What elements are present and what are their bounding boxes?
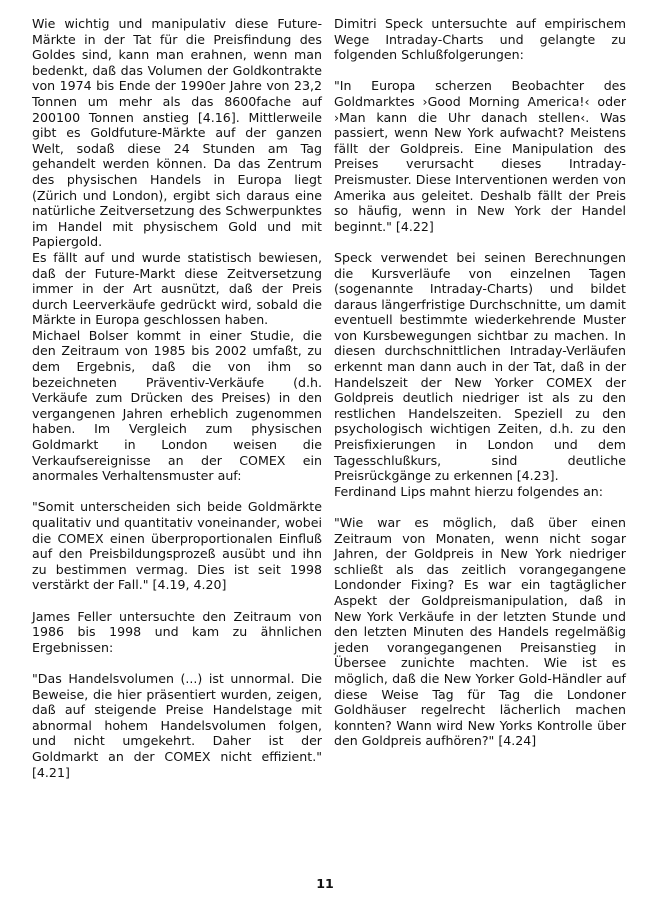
page-number: 11 <box>316 876 334 891</box>
paragraph: Speck verwendet bei seinen Berechnungen die Kursverläufe von einzelnen Tagen (sogenannte Intraday-Charts) und bildet daraus längerfristige Durchschnitte, um damit eventuell bestimmte wiederkehrende Muster von Kursbewegungen sichtbar zu machen. In diesen durchschnittlichen Intraday-Verläufen erkennt man dann auch in der Tat, daß in der Handelszeit der New Yorker COMEX der Goldpreis deutlich niedriger ist als zu den restlichen Handelszeiten. Speziell zu den psychologisch wichtigen Zeiten, d.h. zu den Preisfixierungen in London und dem Tagesschlußkurs, sind deutliche Preisrückgänge zu erkennen [4.23]. <box>334 249 626 484</box>
paragraph: Ferdinand Lips mahnt hierzu folgendes an: <box>334 483 604 499</box>
quote-paragraph: "In Europa scherzen Beobachter des Goldmarktes ›Good Morning America!‹ oder ›Man kann die Uhr danach stellen‹. Was passiert, wenn New York aufwacht? Meistens fällt der Goldpreis. Eine Manipulation des Preises verursacht dieses Intraday-Preismuster. Diese Interventionen werden von Amerika aus geleitet. Deshalb fällt der Preis so häufig, wenn in New York der Handel beginnt." [4.22] <box>334 78 626 234</box>
left-column <box>32 16 322 780</box>
paragraph: Wie wichtig und manipulativ diese Future-Märkte in der Tat für die Preisfindung des Goldes sind, kann man erahnen, wenn man bedenkt, daß das Volumen der Goldkontrakte von 1974 bis Ende der 1990er Jahre von 23,2 Tonnen um mehr als das 8600fache auf 200100 Tonnen anstieg [4.16]. Mittlerweile gibt es Goldfuture-Märkte auf der ganzen Welt, sodaß diese 24 Stunden am Tag gehandelt werden können. Da das Zentrum des physischen Handels in Europa liegt (Zürich und London), ergibt sich daraus eine natürliche Zeitversetzung des Schwerpunktes im Handel mit physischem Gold und mit Papiergold. <box>32 16 322 250</box>
paragraph: Michael Bolser kommt in einer Studie, die den Zeitraum von 1985 bis 2002 umfaßt, zu dem Ergebnis, daß die von ihm so bezeichneten Präventiv-Verkäufe (d.h. Verkäufe zum Drücken des Preises) in den vergangenen Jahren erheblich zugenommen haben. Im Vergleich zum physischen Goldmarkt in London weisen die Verkaufsereignisse an der COMEX ein anormales Verhaltensmuster auf: <box>32 327 322 484</box>
paragraph: Dimitri Speck untersuchte auf empirischem Wege Intraday-Charts und gelangte zu folgenden Schlußfolgerungen: <box>334 16 626 63</box>
paragraph: James Feller untersuchte den Zeitraum von 1986 bis 1998 und kam zu ähnlichen Ergebnissen: <box>32 608 322 655</box>
quote-paragraph: "Wie war es möglich, daß über einen Zeitraum von Monaten, wenn nicht sogar Jahren, der Goldpreis in New York niedriger schließt als das zeitlich vorangegangene Londonder Fixing? Es war ein tagtäglicher Aspekt der Goldpreismanipulation, daß in New York Verkäufe in der letzten Stunde und den letzten Minuten des Handels regelmäßig jeden vorangegangenen Preisanstieg in Übersee zunichte machten. Wie ist es möglich, daß die New Yorker Gold-Händler auf diese Weise Tag für Tag die Londoner Goldhäuser regelrecht lächerlich machen konnten? Wann wird New Yorks Kontrolle über den Goldpreis aufhören?" [4.24] <box>334 515 626 749</box>
quote-paragraph: "Somit unterscheiden sich beide Goldmärkte qualitativ und quantitativ voneinander, wobei die COMEX einen überproportionalen Einfluß auf den Preisbildungsprozeß ausübt und ihn zu bestimmen vermag. Dies ist seit 1998 verstärkt der Fall." [4.19, 4.20] <box>32 499 322 593</box>
quote-paragraph: "Das Handelsvolumen (...) ist unnormal. Die Beweise, die hier präsentiert wurden, zeigen, daß auf steigende Preise Handelstage mit abnormal hohem Handelsvolumen folgen, und nicht umgekehrt. Daher ist der Goldmarkt an der COMEX nicht effizient." [4.21] <box>32 670 322 780</box>
paragraph: Es fällt auf und wurde statistisch bewiesen, daß der Future-Markt diese Zeitversetzung immer in der Art ausnützt, daß der Preis durch Leerverkäufe gedrückt wird, sobald die Märkte in Europa geschlossen haben. <box>32 249 322 328</box>
right-column <box>334 16 626 749</box>
